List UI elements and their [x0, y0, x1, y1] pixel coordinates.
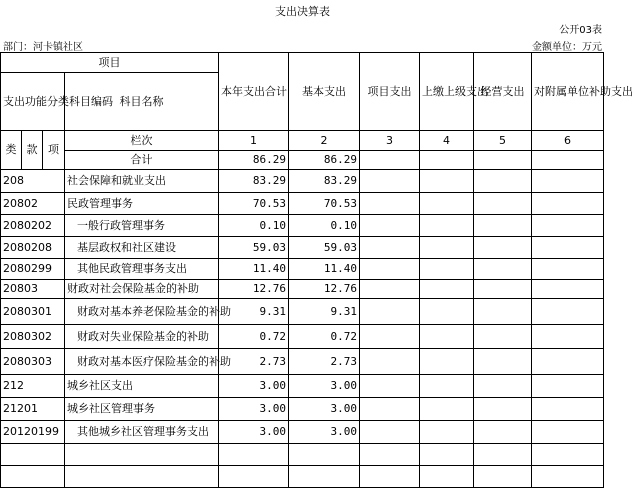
total-row-total: 86.29	[219, 151, 289, 170]
row-total: 59.03	[219, 237, 289, 259]
table-row	[1, 375, 604, 398]
row-basic: 9.31	[289, 299, 360, 325]
lei-header: 类	[1, 131, 22, 170]
total-row-basic: 86.29	[289, 151, 360, 170]
row-basic: 0.72	[289, 325, 360, 349]
kuan-header: 款	[22, 131, 43, 170]
col-number-5: 5	[474, 131, 532, 151]
col-subsidiary-header: 对附属单位补助支出	[532, 53, 604, 131]
row-name: 其他城乡社区管理事务支出	[65, 421, 219, 444]
xiang-header: 项	[43, 131, 65, 170]
col-number-6: 6	[532, 131, 604, 151]
row-total: 83.29	[219, 170, 289, 193]
row-name: 其他民政管理事务支出	[65, 259, 219, 280]
row-code: 20120199	[1, 421, 65, 444]
table-row	[1, 398, 604, 421]
table-row	[1, 193, 604, 215]
row-name: 社会保障和就业支出	[65, 170, 219, 193]
table-row	[1, 259, 604, 280]
blank-row	[1, 444, 604, 466]
table-row	[1, 421, 604, 444]
row-name: 财政对失业保险基金的补助	[65, 325, 219, 349]
row-basic: 3.00	[289, 421, 360, 444]
row-total: 11.40	[219, 259, 289, 280]
row-name: 城乡社区支出	[65, 375, 219, 398]
table-row	[1, 299, 604, 325]
col-total-header: 本年支出合计	[219, 53, 289, 131]
row-name: 民政管理事务	[65, 193, 219, 215]
row-total: 0.10	[219, 215, 289, 237]
row-basic: 3.00	[289, 375, 360, 398]
col-number-2: 2	[289, 131, 360, 151]
row-basic: 70.53	[289, 193, 360, 215]
table-row	[1, 280, 604, 299]
subject-name-header: 科目名称	[65, 73, 219, 131]
project-header: 项目	[1, 53, 219, 73]
row-basic: 0.10	[289, 215, 360, 237]
unit-label: 金额单位：万元	[532, 42, 602, 53]
row-basic: 83.29	[289, 170, 360, 193]
table-row	[1, 349, 604, 375]
row-basic: 3.00	[289, 398, 360, 421]
row-basic: 2.73	[289, 349, 360, 375]
row-total: 3.00	[219, 421, 289, 444]
row-code: 2080301	[1, 299, 65, 325]
row-total: 70.53	[219, 193, 289, 215]
row-code: 20803	[1, 280, 65, 299]
table-row	[1, 237, 604, 259]
department-label: 部门：河卡镇社区	[3, 42, 83, 53]
row-code: 2080202	[1, 215, 65, 237]
row-total: 9.31	[219, 299, 289, 325]
row-name: 基层政权和社区建设	[65, 237, 219, 259]
row-name: 城乡社区管理事务	[65, 398, 219, 421]
table-row	[1, 170, 604, 193]
col-business-header: 经营支出	[474, 53, 532, 131]
row-total: 3.00	[219, 375, 289, 398]
expenditure-table	[0, 52, 633, 488]
col-number-4: 4	[420, 131, 474, 151]
func-code-header: 支出功能分类科目编码	[1, 73, 65, 131]
row-code: 20802	[1, 193, 65, 215]
sheet-title: 支出决算表	[275, 5, 330, 18]
row-code: 2080302	[1, 325, 65, 349]
col-number-1: 1	[219, 131, 289, 151]
col-basic-header: 基本支出	[289, 53, 360, 131]
row-total: 3.00	[219, 398, 289, 421]
row-code: 212	[1, 375, 65, 398]
row-code: 2080303	[1, 349, 65, 375]
row-code: 2080299	[1, 259, 65, 280]
row-total: 2.73	[219, 349, 289, 375]
row-total: 12.76	[219, 280, 289, 299]
row-basic: 11.40	[289, 259, 360, 280]
lanci-label: 栏次	[65, 131, 219, 151]
col-project-header: 项目支出	[360, 53, 420, 131]
row-total: 0.72	[219, 325, 289, 349]
total-row-label: 合计	[65, 151, 219, 170]
blank-row	[1, 466, 604, 488]
col-number-3: 3	[360, 131, 420, 151]
row-code: 208	[1, 170, 65, 193]
col-upper-header: 上缴上级支出	[420, 53, 474, 131]
table-row	[1, 215, 604, 237]
table-row	[1, 325, 604, 349]
row-name: 财政对基本养老保险基金的补助	[65, 299, 219, 325]
row-name: 财政对基本医疗保险基金的补助	[65, 349, 219, 375]
row-code: 2080208	[1, 237, 65, 259]
row-name: 一般行政管理事务	[65, 215, 219, 237]
row-basic: 12.76	[289, 280, 360, 299]
row-code: 21201	[1, 398, 65, 421]
table-number: 公开03表	[559, 25, 602, 36]
row-name: 财政对社会保险基金的补助	[65, 280, 219, 299]
row-basic: 59.03	[289, 237, 360, 259]
